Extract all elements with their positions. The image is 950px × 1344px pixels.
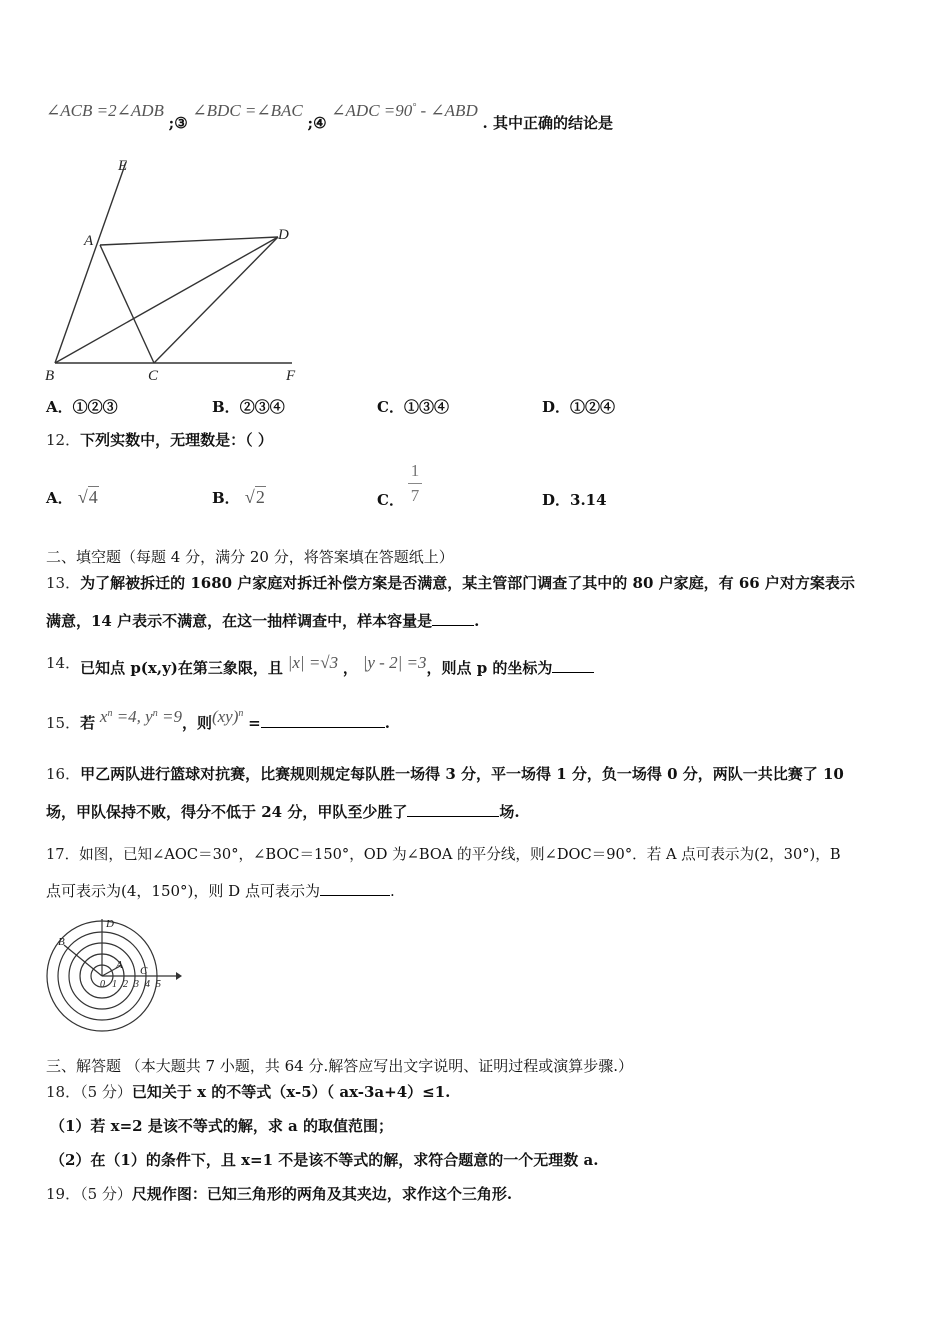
tick-0: 0 [100,979,105,990]
q11-option-c [377,396,449,417]
q19-text: 尺规作图：已知三角形的两角及其夹边，求作这个三角形. [131,1185,513,1203]
fraction-numerator: 1 [410,461,420,480]
line-AC [100,245,154,363]
q15-eq: = [248,714,261,732]
q18-sub-2: （2）在（1）的条件下，且 x=1 不是该不等式的解，求符合题意的一个无理数 a. [50,1151,599,1169]
section-3-title: 三、解答题 （本大题共 7 小题，共 64 分.解答应写出文字说明、证明过程或演算步骤.） [46,1057,634,1075]
label-B: B [58,936,65,948]
label-A: A [84,233,94,249]
q17-text-1: 如图，已知∠AOC＝30°，∠BOC＝150°，OD 为∠BOA 的平分线，则∠DOC＝90°．若 A 点可表示为(2，30°)，B [79,846,841,863]
q11-geometry-figure [40,152,310,387]
q11-condition-1: ∠ACB =2∠ADB [46,101,164,120]
option-letter: D． [542,491,571,509]
q12-stem [46,429,273,450]
line-BD [55,237,278,363]
q13-answer-blank[interactable] [432,613,474,626]
radicand: 2 [255,487,265,507]
q12-number: 12． [46,431,81,449]
label-F: F [286,368,296,384]
q18-score: （5 分） [80,1083,132,1101]
option-text: ②③④ [239,398,285,416]
q16-answer-blank[interactable] [407,804,499,817]
option-letter: C． [377,491,404,509]
axis-arrow-icon [176,972,182,980]
q16-number: 16． [46,765,81,783]
q15-sup-n-1: n [107,708,113,719]
q17-tail: . [389,882,395,900]
q15-stem [46,706,390,732]
q18-text: 已知关于 x 的不等式（x-5）（ ax-3a+4）≤1. [131,1083,451,1101]
q11-tail: . 其中正确的结论是 [482,114,613,132]
option-text: ①②④ [570,398,616,416]
q14-answer-blank[interactable] [552,660,594,673]
q14-text-2: ，则点 p 的坐标为 [426,659,553,677]
q11-condition-4b: - ∠ABD [416,101,478,120]
q15-sup-n-3: n [238,708,244,719]
q11-option-d [542,396,615,417]
option-letter: B． [212,489,240,507]
q15-xy: (xy) [211,707,239,726]
q18-stem [46,1081,450,1102]
q16-text-2: 场，甲队保持不败，得分不低于 24 分，甲队至少胜了 [46,803,408,821]
q16-text-1: 甲乙两队进行篮球对抗赛，比赛规则规定每队胜一场得 3 分，平一场得 1 分，负一场得 0 分，两队一共比赛了 10 [80,765,844,783]
q12-option-a [46,487,99,508]
q13-line-1 [46,572,855,593]
q15-tail: . [384,714,390,732]
q15-eq-2: =9 [157,707,182,726]
q18-sub-1: （1）若 x=2 是该不等式的解，求 a 的取值范围； [50,1117,393,1135]
q14-abs-x: |x| =√3 [287,653,339,672]
q12-option-c [377,489,404,510]
label-B: B [45,368,55,384]
q14-abs-y: |y - 2| =3 [362,653,427,672]
q19-score: （5 分） [80,1185,132,1203]
q11-conditions [46,100,613,132]
option-letter: C． [377,398,404,416]
q14-comma: ， [342,659,358,677]
label-D: D [106,918,114,930]
q15-eq-1: =4, y [112,707,153,726]
tick-3: 3 [134,979,139,990]
q11-sep-3: ;③ [168,114,188,132]
q17-line-1 [46,843,841,864]
q11-sep-4: ;④ [307,114,327,132]
q13-text-1: 为了解被拆迁的 1680 户家庭对拆迁补偿方案是否满意，某主管部门调查了其中的 80 户家庭，有 66 户对方案表示 [80,574,855,592]
q11-condition-4a: ∠ADC =90 [331,101,413,120]
section-2-title: 二、填空题（每题 4 分，满分 20 分，将答案填在答题纸上） [46,548,454,566]
option-letter: A． [46,398,73,416]
q18-number: 18． [46,1083,81,1101]
fraction-denominator: 7 [410,486,420,505]
q15-text-1: 若 [80,714,96,732]
line-BE [55,162,126,363]
q17-answer-blank[interactable] [320,883,390,896]
q16-line-1 [46,763,844,784]
option-letter: B． [212,398,240,416]
radicand: 4 [88,487,98,507]
tick-5: 5 [156,979,161,990]
q16-line-2 [46,801,520,822]
option-letter: D． [542,398,571,416]
q13-text-2: 满意，14 户表示不满意，在这一抽样调查中，样本容量是 [46,612,433,630]
label-D: D [278,227,289,243]
q14-number: 14． [46,654,81,672]
q17-polar-figure [40,912,190,1037]
tick-2: 2 [123,979,128,990]
q15-x: x [99,707,108,726]
fraction-bar [408,483,422,484]
q15-answer-blank[interactable] [261,715,385,728]
q14-text-1: 已知点 p(x,y)在第三象限，且 [80,659,283,677]
q11-option-a [46,396,118,417]
line-AD [100,237,278,245]
option-text: 3.14 [570,491,607,509]
q13-tail: . [474,612,480,630]
label-C: C [140,965,148,977]
sqrt-expression: √4 [77,487,98,507]
q19-stem [46,1183,512,1204]
q11-condition-3: ∠BDC =∠BAC [192,101,303,120]
q13-number: 13． [46,574,81,592]
sqrt-expression: √2 [244,487,265,507]
q16-tail: 场. [499,803,520,821]
option-text: ①③④ [403,398,449,416]
option-letter: A． [46,489,73,507]
q14-stem [46,652,594,677]
label-A: A [116,959,123,971]
q19-number: 19． [46,1185,81,1203]
label-C: C [148,368,159,384]
line-CD [154,237,278,363]
tick-4: 4 [145,979,150,990]
q17-text-2: 点可表示为(4，150°)，则 D 点可表示为 [46,882,320,900]
q13-line-2 [46,610,479,631]
q12-option-d [542,489,607,510]
q12-text: 下列实数中，无理数是：（ ） [80,431,273,449]
q12-option-b [212,487,266,508]
q15-sup-n-2: n [152,708,158,719]
option-text: ①②③ [72,398,118,416]
label-E: E [118,158,128,174]
tick-1: 1 [112,979,117,990]
q15-text-2: ，则 [181,714,212,732]
q12-fraction [408,461,422,506]
q15-number: 15． [46,714,81,732]
q11-option-b [212,396,285,417]
q11-degree: ° [412,102,417,113]
q17-number: 17． [46,846,80,863]
q17-line-2 [46,880,395,901]
